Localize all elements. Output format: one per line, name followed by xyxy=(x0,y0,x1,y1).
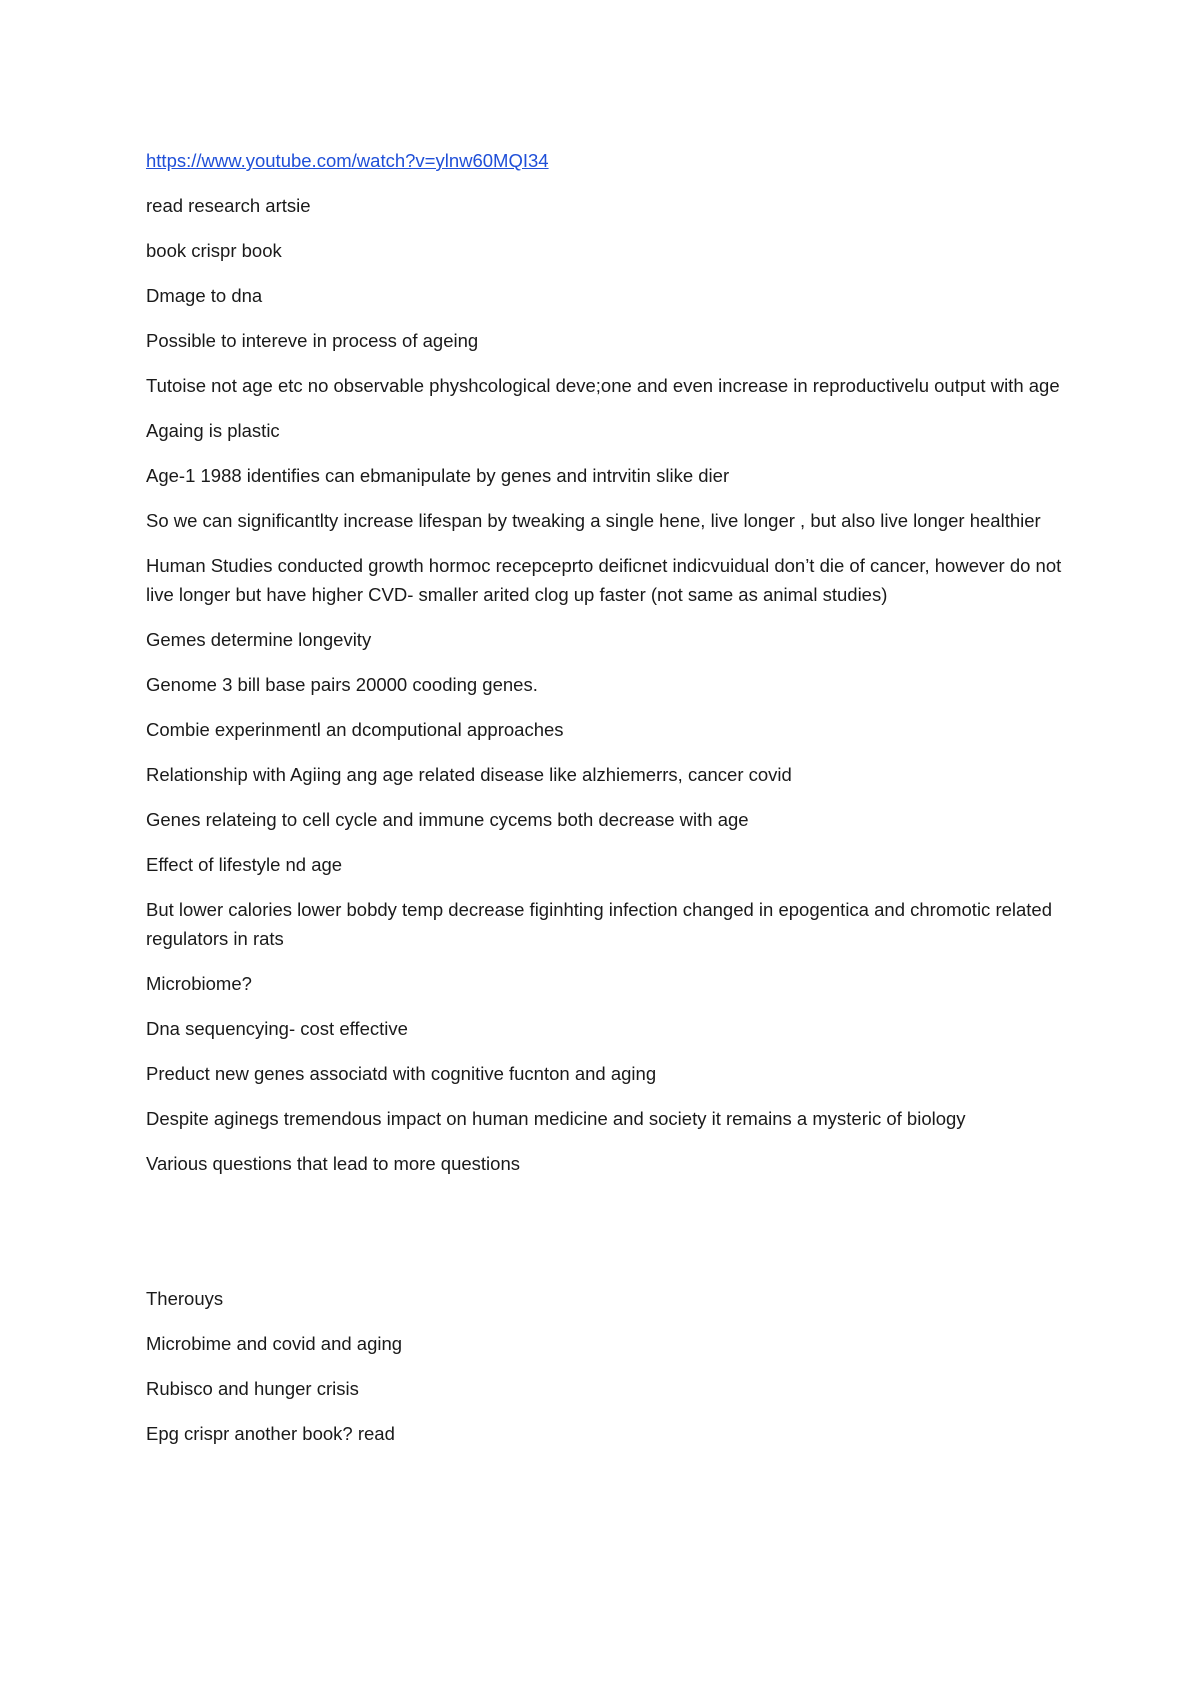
document-body xyxy=(146,146,1066,1464)
youtube-link-paragraph xyxy=(146,146,1066,175)
later-note-line: Rubisco and hunger crisis xyxy=(146,1378,359,1399)
note-line: Effect of lifestyle nd age xyxy=(146,854,343,875)
note-line: Various questions that lead to more questions xyxy=(146,1153,520,1174)
note-line: Relationship with Agiing ang age related disease like alzhiemerrs, cancer covid xyxy=(146,764,792,785)
note-line: Preduct new genes associatd with cognitive fucnton and aging xyxy=(146,1063,657,1084)
note-line: But lower calories lower bobdy temp decrease figinhting infection changed in epogentica and chromotic related regulators in rats xyxy=(146,899,1053,949)
note-line: Microbiome? xyxy=(146,973,252,994)
note-line: Despite aginegs tremendous impact on human medicine and society it remains a mysteric of biology xyxy=(146,1108,966,1129)
note-line: Gemes determine longevity xyxy=(146,629,372,650)
note-line: Againg is plastic xyxy=(146,420,280,441)
note-line: Age-1 1988 identifies can ebmanipulate by genes and intrvitin slike dier xyxy=(146,465,730,486)
note-line: Genes relateing to cell cycle and immune cycems both decrease with age xyxy=(146,809,749,830)
note-line: book crispr book xyxy=(146,240,282,261)
note-line: Genome 3 bill base pairs 20000 cooding genes. xyxy=(146,674,538,695)
note-line: So we can significantlty increase lifespan by tweaking a single hene, live longer , but also live longer healthier xyxy=(146,510,1041,531)
blank-space xyxy=(146,1194,1066,1284)
note-line: Combie experinmentl an dcomputional approaches xyxy=(146,719,564,740)
note-line: Tutoise not age etc no observable physhcological deve;one and even increase in reproductivelu output with age xyxy=(146,375,1060,396)
note-line: read research artsie xyxy=(146,195,311,216)
later-note-line: Microbime and covid and aging xyxy=(146,1333,403,1354)
note-line: Human Studies conducted growth hormoc recepceprto deificnet indicvuidual don’t die of cancer, however do not live longer but have higher CVD- smaller arited clog up faster (not same as animal studies) xyxy=(146,555,1062,605)
later-note-line: Therouys xyxy=(146,1288,224,1309)
note-line: Possible to intereve in process of ageing xyxy=(146,330,479,351)
note-line: Dna sequencying- cost effective xyxy=(146,1018,408,1039)
youtube-link[interactable]: https://www.youtube.com/watch?v=ylnw60MQI34 xyxy=(146,150,549,171)
note-line: Dmage to dna xyxy=(146,285,263,306)
later-note-line: Epg crispr another book? read xyxy=(146,1423,395,1444)
